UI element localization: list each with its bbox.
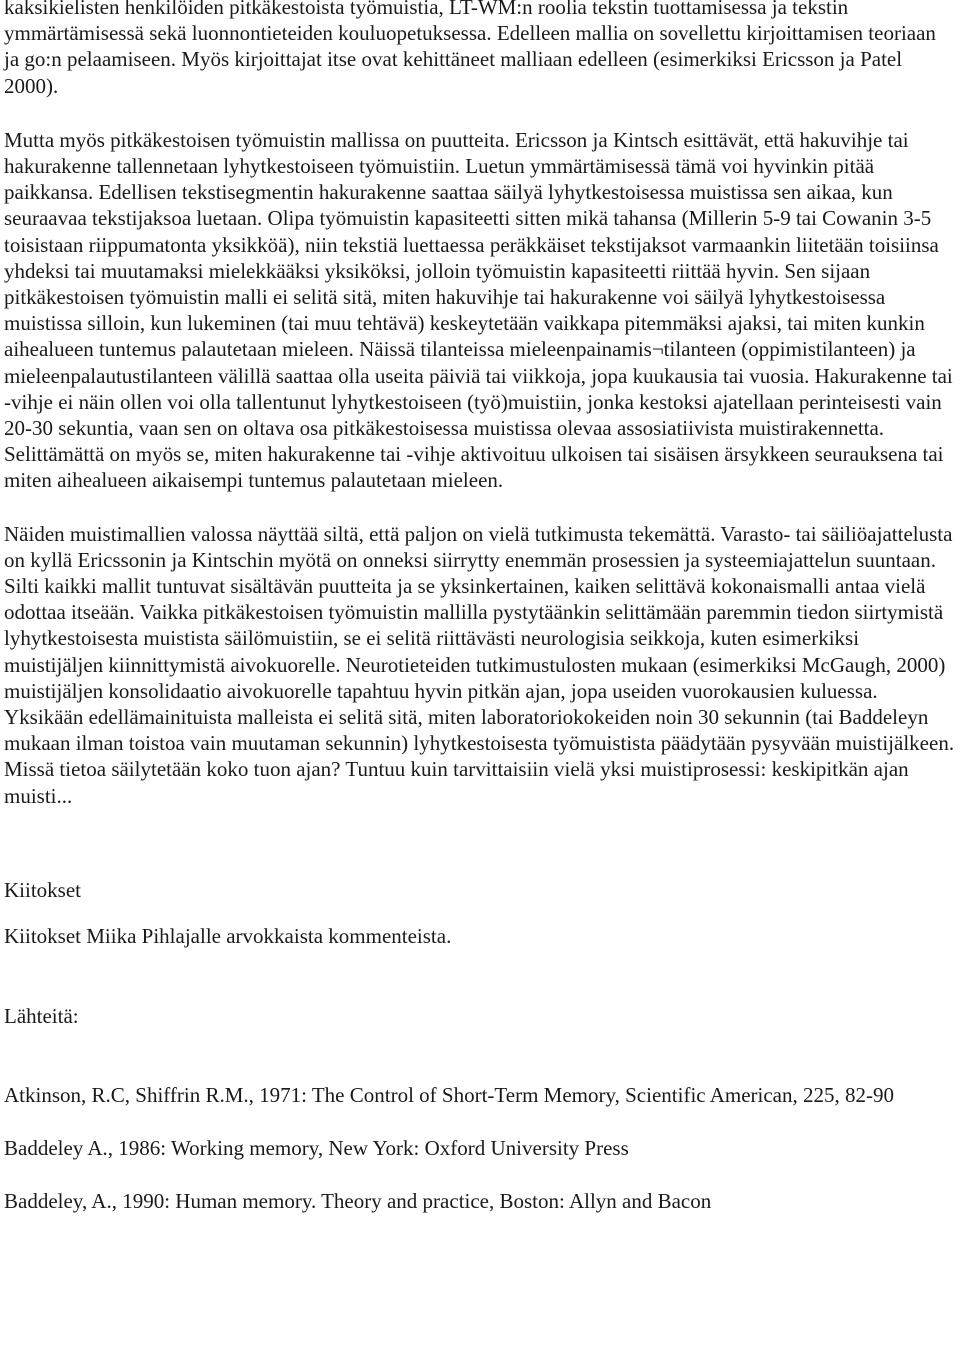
acknowledgements-text: Kiitokset Miika Pihlajalle arvokkaista kommenteista.: [4, 924, 452, 949]
body-paragraph-3: Näiden muistimallien valossa näyttää siltä, että paljon on vielä tutkimusta tekemättä. Varasto- tai säiliöajattelusta on kyllä Ericssonin ja Kintschin myötä on onneksi siirrytty enemmän prosessien ja systeemiajattelun suuntaan. Silti kaikki mallit tuntuvat sisältävän puutteita ja se yksinkertainen, kaiken selittävä kokonaismalli antaa vielä odottaa itseään. Vaikka pitkäkestoisen työmuistin mallilla pystytäänkin selittämään paremmin tiedon siirtymistä lyhytkestoisesta muistista säilömuistiin, se ei selitä riittävästi neurologisia seikkoja, kuten esimerkiksi muistijäljen kiinnittymistä aivokuorelle. Neurotieteiden tutkimustulosten mukaan (esimerkiksi McGaugh, 2000) muistijäljen konsolidaatio aivokuorelle tapahtuu hyvin pitkän ajan, jopa useiden vuorokausien kuluessa. Yksikään edellämainituista malleista ei selitä sitä, miten laboratoriokokeiden noin 30 sekunnin (tai Baddeleyn mukaan ilman toistoa vain muutaman sekunnin) lyhytkestoisesta työmuistista päädytään pysyvään muistijälkeen. Missä tietoa säilytetään koko tuon ajan? Tuntuu kuin tarvittaisiin vielä yksi muistiprosessi: keskipitkän ajan muisti...: [4, 521, 955, 808]
reference-item: Atkinson, R.C, Shiffrin R.M., 1971: The Control of Short-Term Memory, Scientific American, 225, 82-90: [4, 1082, 894, 1107]
reference-item: Baddeley A., 1986: Working memory, New York: Oxford University Press: [4, 1135, 629, 1160]
body-paragraph-2: Mutta myös pitkäkestoisen työmuistin mallissa on puutteita. Ericsson ja Kintsch esittävät, että hakuvihje tai hakurakenne tallennetaan lyhytkestoiseen työmuistiin. Luetun ymmärtämisessä tämä voi hyvinkin pitää paikkansa. Edellisen tekstisegmentin hakurakenne saattaa säilyä lyhytkestoisessa muistissa sen aikaa, kun seuraavaa tekstijaksoa luetaan. Olipa työmuistin kapasiteetti sitten mikä tahansa (Millerin 5-9 tai Cowanin 3-5 toisistaan riippumatonta yksikköä), niin tekstiä luettaessa peräkkäiset tekstijaksot varmaankin liitetään toisiinsa yhdeksi tai muutamaksi mielekkääksi yksiköksi, jolloin työmuistin kapasiteetti riittää hyvin. Sen sijaan pitkäkestoisen työmuistin malli ei selitä sitä, miten hakuvihje tai hakurakenne voi säilyä lyhytkestoisessa muistissa silloin, kun lukeminen (tai muu tehtävä) keskeytetään vaikkapa pitemmäksi ajaksi, tai miten kunkin aihealueen tuntemus palautetaan mieleen. Näissä tilanteissa mieleenpainamis¬tilanteen (oppimistilanteen) ja mieleenpalautustilanteen välillä saattaa olla useita päiviä tai viikkoja, jopa kuukausia tai vuosia. Hakurakenne tai -vihje ei näin ollen voi olla tallentunut lyhytkestoiseen (työ)muistiin, jonka kestoksi ajatellaan perinteisesti vain 20-30 sekuntia, vaan sen on oltava osa pitkäkestoisessa muistissa olevaa assosiatiivista muistirakennetta. Selittämättä on myös se, miten hakurakenne tai -vihje aktivoituu ulkoisen tai sisäisen ärsykkeen seurauksena tai miten aihealueen aikaisempi tuntemus palautetaan mieleen.: [4, 127, 953, 493]
reference-item: Baddeley, A., 1990: Human memory. Theory and practice, Boston: Allyn and Bacon: [4, 1188, 712, 1213]
body-paragraph-1: kaksikielisten henkilöiden pitkäkestoista työmuistia, LT-WM:n roolia tekstin tuottamisessa ja tekstin ymmärtämisessä sekä luonnontieteiden kouluopetuksessa. Edelleen mallia on sovellettu kirjoittamisen teoriaan ja go:n pelaamiseen. Myös kirjoittajat itse ovat kehittäneet malliaan edelleen (esimerkiksi Ericsson ja Patel 2000).: [4, 0, 936, 98]
acknowledgements-heading: Kiitokset: [4, 877, 81, 902]
references-heading: Lähteitä:: [4, 1004, 79, 1029]
